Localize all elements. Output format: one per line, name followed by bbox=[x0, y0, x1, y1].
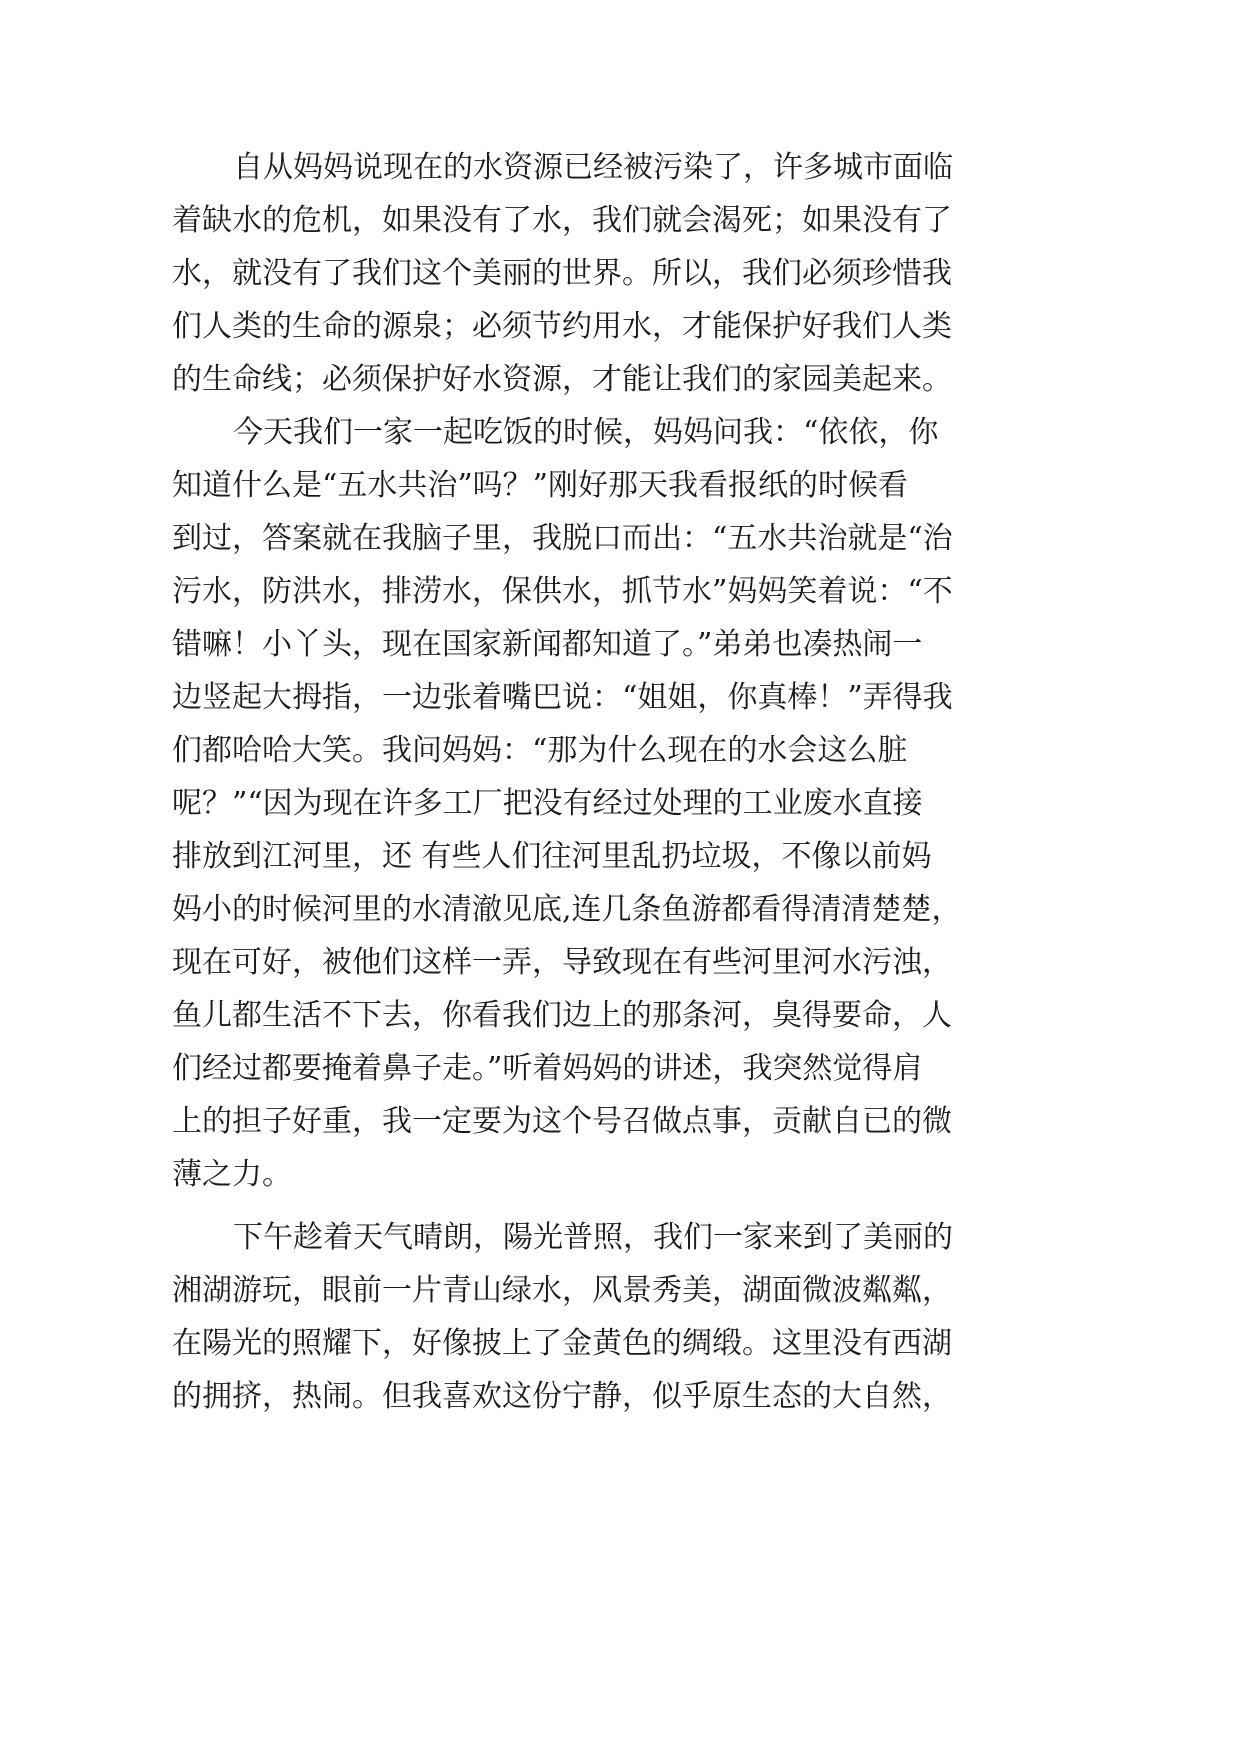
text-line: 上的担子好重，我一定要为这个号召做点事，贡献自已的微 bbox=[172, 1104, 952, 1139]
text-line: 着缺水的危机，如果没有了水，我们就会渴死；如果没有了 bbox=[172, 203, 952, 238]
text-line: 湘湖游玩，眼前一片青山绿水，风景秀美，湖面微波粼粼， bbox=[172, 1273, 952, 1308]
text-line: 知道什么是“五水共治”吗？”刚好那天我看报纸的时候看 bbox=[172, 468, 909, 503]
text-line: 到过，答案就在我脑子里，我脱口而出：“五水共治就是“治 bbox=[172, 521, 953, 556]
text-line: 鱼儿都生活不下去，你看我们边上的那条河，臭得要命，人 bbox=[172, 998, 952, 1033]
text-line: 自从妈妈说现在的水资源已经被污染了，许多城市面临 bbox=[233, 150, 953, 185]
text-line: 呢？”“因为现在许多工厂把没有经过处理的工业废水直接 bbox=[172, 786, 923, 821]
text-line: 的拥挤，热闹。但我喜欢这份宁静，似乎原生态的大自然， bbox=[172, 1379, 952, 1414]
text-line: 们经过都要掩着鼻子走。”听着妈妈的讲述，我突然觉得肩 bbox=[172, 1051, 923, 1086]
text-line: 的生命线；必须保护好水资源，才能让我们的家园美起来。 bbox=[172, 362, 952, 397]
text-line: 们都哈哈大笑。我问妈妈：“那为什么现在的水会这么脏 bbox=[172, 733, 908, 768]
text-line: 水，就没有了我们这个美丽的世界。所以，我们必须珍惜我 bbox=[172, 256, 952, 291]
text-line: 边竖起大拇指，一边张着嘴巴说：“姐姐，你真棒！”弄得我 bbox=[172, 680, 953, 715]
text-line: 排放到江河里，还 有些人们往河里乱扔垃圾，不像以前妈 bbox=[172, 839, 932, 874]
text-line: 们人类的生命的源泉；必须节约用水，才能保护好我们人类 bbox=[172, 309, 952, 344]
text-line: 在陽光的照耀下，好像披上了金黄色的绸缎。这里没有西湖 bbox=[172, 1326, 952, 1361]
text-line: 错嘛！小丫头，现在国家新闻都知道了。”弟弟也凑热闹一 bbox=[172, 627, 923, 662]
text-line: 薄之力。 bbox=[172, 1157, 292, 1192]
text-line: 今天我们一家一起吃饭的时候，妈妈问我：“依依，你 bbox=[233, 415, 939, 450]
text-line: 下午趁着天气晴朗，陽光普照，我们一家来到了美丽的 bbox=[233, 1220, 953, 1255]
text-line: 妈小的时候河里的水清澈见底,连几条鱼游都看得清清楚楚， bbox=[172, 892, 962, 927]
text-line: 现在可好，被他们这样一弄，导致现在有些河里河水污浊， bbox=[172, 945, 952, 980]
text-line: 污水，防洪水，排涝水，保供水，抓节水”妈妈笑着说：“不 bbox=[172, 574, 953, 609]
